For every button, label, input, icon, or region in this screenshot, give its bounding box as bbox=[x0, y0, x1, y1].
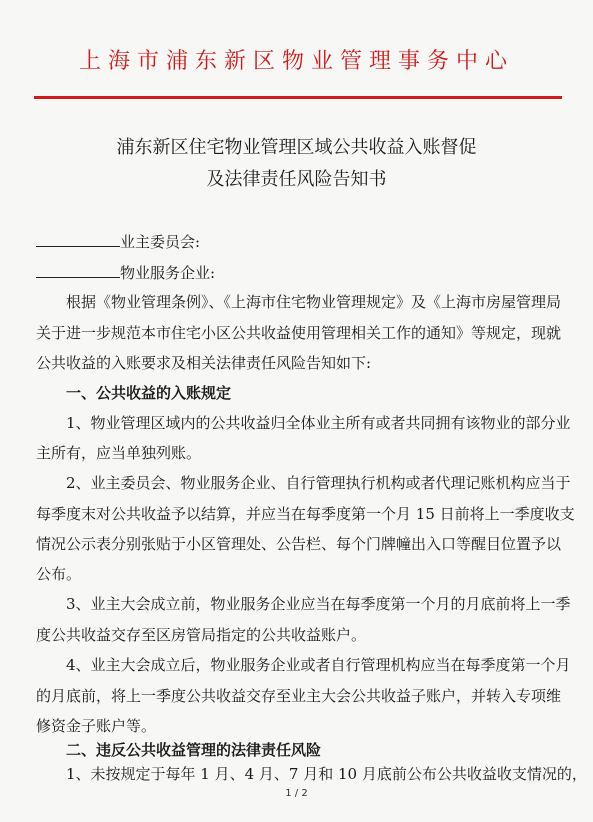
letterhead-org-name: 上海市浦东新区物业管理事务中心 bbox=[78, 49, 514, 74]
section-heading-2: 二、违反公共收益管理的法律责任风险 bbox=[66, 741, 322, 759]
addressee-label: 业主委员会: bbox=[120, 233, 201, 251]
document-title-line-2: 及法律责任风险告知书 bbox=[206, 169, 387, 190]
paragraph-5-line: 1、未按规定于每年 1 月、4 月、7 月和 10 月底前公布公共收益收支情况的， bbox=[66, 765, 587, 783]
paragraph-3-line: 度公共收益交存至区房管局指定的公共收益账户。 bbox=[36, 626, 367, 644]
page-number: 1 / 2 bbox=[285, 788, 308, 799]
paragraph-3-line: 3、业主大会成立前，物业服务企业应当在每季度第一个月的月底前将上一季 bbox=[66, 595, 571, 613]
paragraph-4-line: 的月底前，将上一季度公共收益交存至业主大会公共收益子账户，并转入专项维 bbox=[36, 687, 562, 705]
intro-line: 关于进一步规范本市住宅小区公共收益使用管理相关工作的通知》等规定，现就 bbox=[36, 324, 562, 342]
paragraph-2-line: 每季度末对公共收益予以结算，并应当在每季度第一个月 15 日前将上一季度收支 bbox=[36, 505, 575, 523]
letterhead-red-rule bbox=[34, 96, 562, 99]
paragraph-1-line: 主所有，应当单独列账。 bbox=[36, 444, 202, 462]
paragraph-2-line: 公布。 bbox=[36, 565, 82, 583]
addressee-owners-committee bbox=[36, 231, 200, 252]
addressee-blank bbox=[36, 263, 120, 278]
document-title-line-1: 浦东新区住宅物业管理区域公共收益入账督促 bbox=[116, 137, 477, 158]
section-heading-1: 一、公共收益的入账规定 bbox=[66, 384, 232, 402]
addressee-blank bbox=[36, 232, 120, 247]
addressee-property-company bbox=[36, 262, 215, 283]
paragraph-4-line: 4、业主大会成立后，物业服务企业或者自行管理机构应当在每季度第一个月 bbox=[66, 656, 571, 674]
paragraph-1-line: 1、物业管理区域内的公共收益归全体业主所有或者共同拥有该物业的部分业 bbox=[66, 414, 571, 432]
paragraph-4-line: 修资金子账户等。 bbox=[36, 717, 157, 735]
paragraph-2-line: 情况公示表分别张贴于小区管理处、公告栏、每个门牌幢出入口等醒目位置予以 bbox=[36, 535, 562, 553]
intro-line: 公共收益的入账要求及相关法律责任风险告知如下: bbox=[36, 354, 372, 372]
addressee-label: 物业服务企业: bbox=[120, 264, 216, 282]
intro-line: 根据《物业管理条例》、《上海市住宅物业管理规定》及《上海市房屋管理局 bbox=[66, 293, 562, 311]
paragraph-2-line: 2、业主委员会、物业服务企业、自行管理执行机构或者代理记账机构应当于 bbox=[66, 474, 571, 492]
